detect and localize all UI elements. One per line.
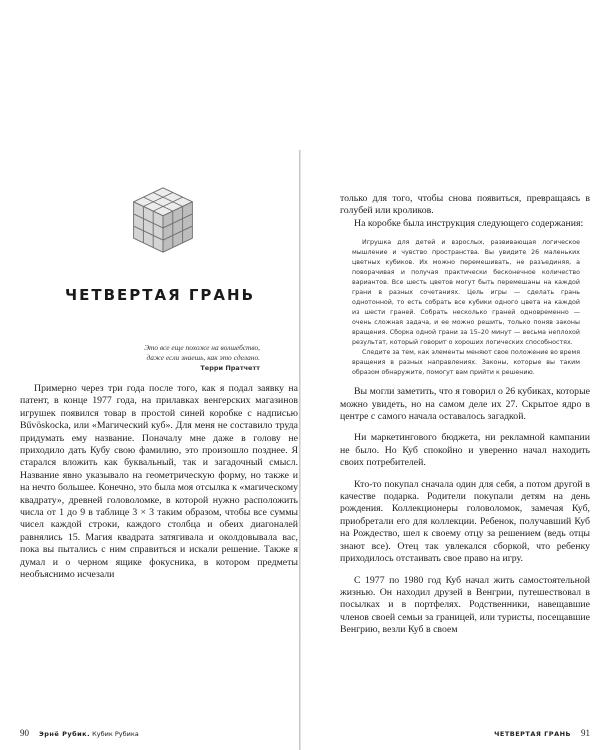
body-paragraph: Примерно через три года после того, как я подал заявку на патент, в конце 1977 года, на прилавках венгерских магазинов игрушек появился товар в простой синей коробке с надписью Bűvöskocka, или «Магический куб». Для меня не составило труда придумать ему название. Поначалу мне даже в голову не приходило дать Кубу свою фамилию, это произошло позднее. Я старался вложить как буквальный, так и загадочный смысл. Название явно указывало на геометрическую форму, но также и на нечто большее. Конечно, это была моя отсылка к «магическому квадрату», древней головоломке, в которой нужно расположить числа от 1 до 9 в таблице 3 × 3 таким образом, чтобы все суммы чисел каждой строки, каждого столбца и обеих диагоналей равнялись 15. Магия квадрата затягивала и околдовывала вас, пока вы пытались с ним справиться и искали решение. Также я думал и о черном ящике фокусника, в котором предметы необъяснимо исчезали [20,383,298,581]
body-paragraph: С 1977 по 1980 год Куб начал жить самостоятельной жизнью. Он находил друзей в Венгрии, путешествовал в посылках и в портфелях. Родственники, навещавшие членов своей семьи за границей, или туристы, посещавшие Венгрию, везли Куб в своем [340,574,590,636]
left-page-body [20,383,298,582]
author-name: Эрнё Рубик. [39,730,91,738]
running-head-author [39,730,139,738]
running-head-chapter: ЧЕТВЕРТАЯ ГРАНЬ [494,730,571,738]
epigraph-line-1: Это все еще похоже на волшебство, [144,343,260,352]
box-instruction-quote [352,238,580,378]
right-page [302,0,600,750]
book-title: Кубик Рубика [92,730,139,738]
body-paragraph: Кто-то покупал сначала один для себя, а потом другой в качестве подарка. Родители покупали детям на день рождения. Коллекционеры головоломок, замечая Куб, приобретали его для коллекции. Ребенок, получавший Куб на Рождество, шел к своему отцу за решением (ведь отцы знают все). Отец так увлекался сборкой, что ребенку приходилось отстаивать свое право на игру. [340,478,590,565]
rubiks-cube-illustration [128,185,198,255]
left-footer [20,728,139,738]
instruction-paragraph: Игрушка для детей и взрослых, развивающая логическое мышление и чувство пространства. Вы увидите 26 маленьких цветных кубиков. Их можно перемешивать, не разъединяя, а поворачивая и получая практически бесконечное количество вариантов. Все шесть цветов могут быть перемешаны на каждой грани в разных сочетаниях. Цель игры — сделать грань однотонной, то есть собрать все кубики одного цвета на каждой из шести граней. Собрать несколько граней одновременно — очень сложная задача, и ее можно решить, только поняв законы вращения. Сборка одной грани за 15–20 минут — весьма неплохой результат, который говорит о хороших логических способностях. [352,239,580,347]
chapter-title: ЧЕТВЕРТАЯ ГРАНЬ [64,286,256,304]
epigraph-quote [120,343,260,363]
instruction-paragraph: Следите за тем, как элементы меняют свое положение во время вращения в разных направлениях. Законы, которые вы таким образом обнаружите, помогут вам прийти к решению. [352,349,580,377]
body-paragraph: Вы могли заметить, что я говорил о 26 кубиках, которые можно увидеть, но на самом деле их 27. Скрытое ядро в центре с самого начала оставалось загадкой. [340,386,590,423]
body-paragraph: только для того, чтобы снова появиться, превращаясь в голубей или кроликов. [340,193,590,217]
body-paragraph: На коробке была инструкция следующего содержания: [354,217,584,229]
body-paragraph: Ни маркетингового бюджета, ни рекламной кампании не было. Но Куб спокойно и уверенно начал находить своих потребителей. [340,432,590,469]
epigraph-line-2: даже если знаешь, как это сделано. [146,353,260,362]
book-gutter [299,150,301,750]
right-page-body [340,193,590,637]
page-number: 90 [20,728,29,738]
page-number: 91 [581,728,590,738]
epigraph-author: Терри Пратчетт [200,364,260,372]
right-footer [494,728,590,738]
